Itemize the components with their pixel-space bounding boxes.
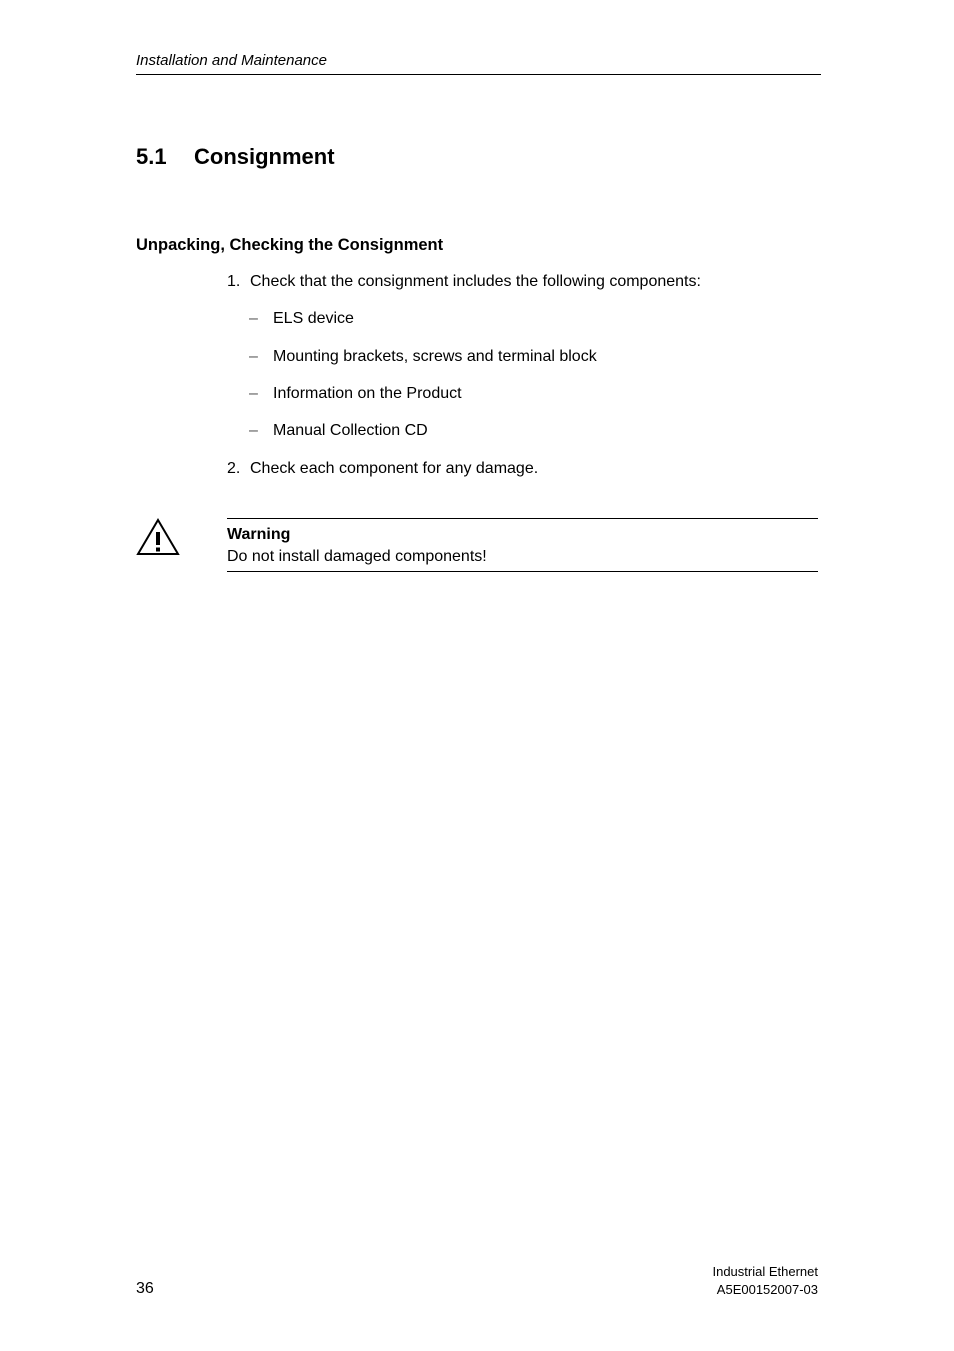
warning-box <box>227 518 818 572</box>
footer-product: Industrial Ethernet <box>712 1264 818 1279</box>
section-heading <box>136 144 335 170</box>
dash-bullet: – <box>249 422 258 439</box>
component-text: Mounting brackets, screws and terminal block <box>273 348 597 365</box>
section-number: 5.1 <box>136 144 167 169</box>
footer-document-id: A5E00152007-03 <box>716 1282 818 1297</box>
running-header-title: Installation and Maintenance <box>136 52 327 69</box>
step-item <box>227 459 538 479</box>
page-number: 36 <box>136 1280 154 1297</box>
component-item <box>249 309 354 329</box>
component-item <box>249 384 462 404</box>
step-item <box>227 272 701 292</box>
step-number: 1. <box>227 273 241 290</box>
dash-bullet: – <box>249 385 258 402</box>
running-header <box>136 52 821 75</box>
warning-title: Warning <box>227 526 291 543</box>
component-text: Manual Collection CD <box>273 422 428 439</box>
step-text: Check that the consignment includes the following components: <box>250 273 701 290</box>
dash-bullet: – <box>249 310 258 327</box>
component-text: ELS device <box>273 310 354 327</box>
step-number: 2. <box>227 460 241 477</box>
warning-triangle-icon <box>136 518 180 556</box>
component-text: Information on the Product <box>273 385 462 402</box>
section-title: Consignment <box>194 144 335 169</box>
subsection-heading: Unpacking, Checking the Consignment <box>136 236 444 254</box>
step-text: Check each component for any damage. <box>250 460 539 477</box>
footer-document-info <box>712 1263 818 1299</box>
dash-bullet: – <box>249 348 258 365</box>
component-item <box>249 421 428 441</box>
warning-text: Do not install damaged components! <box>227 548 487 565</box>
component-item <box>249 347 597 367</box>
